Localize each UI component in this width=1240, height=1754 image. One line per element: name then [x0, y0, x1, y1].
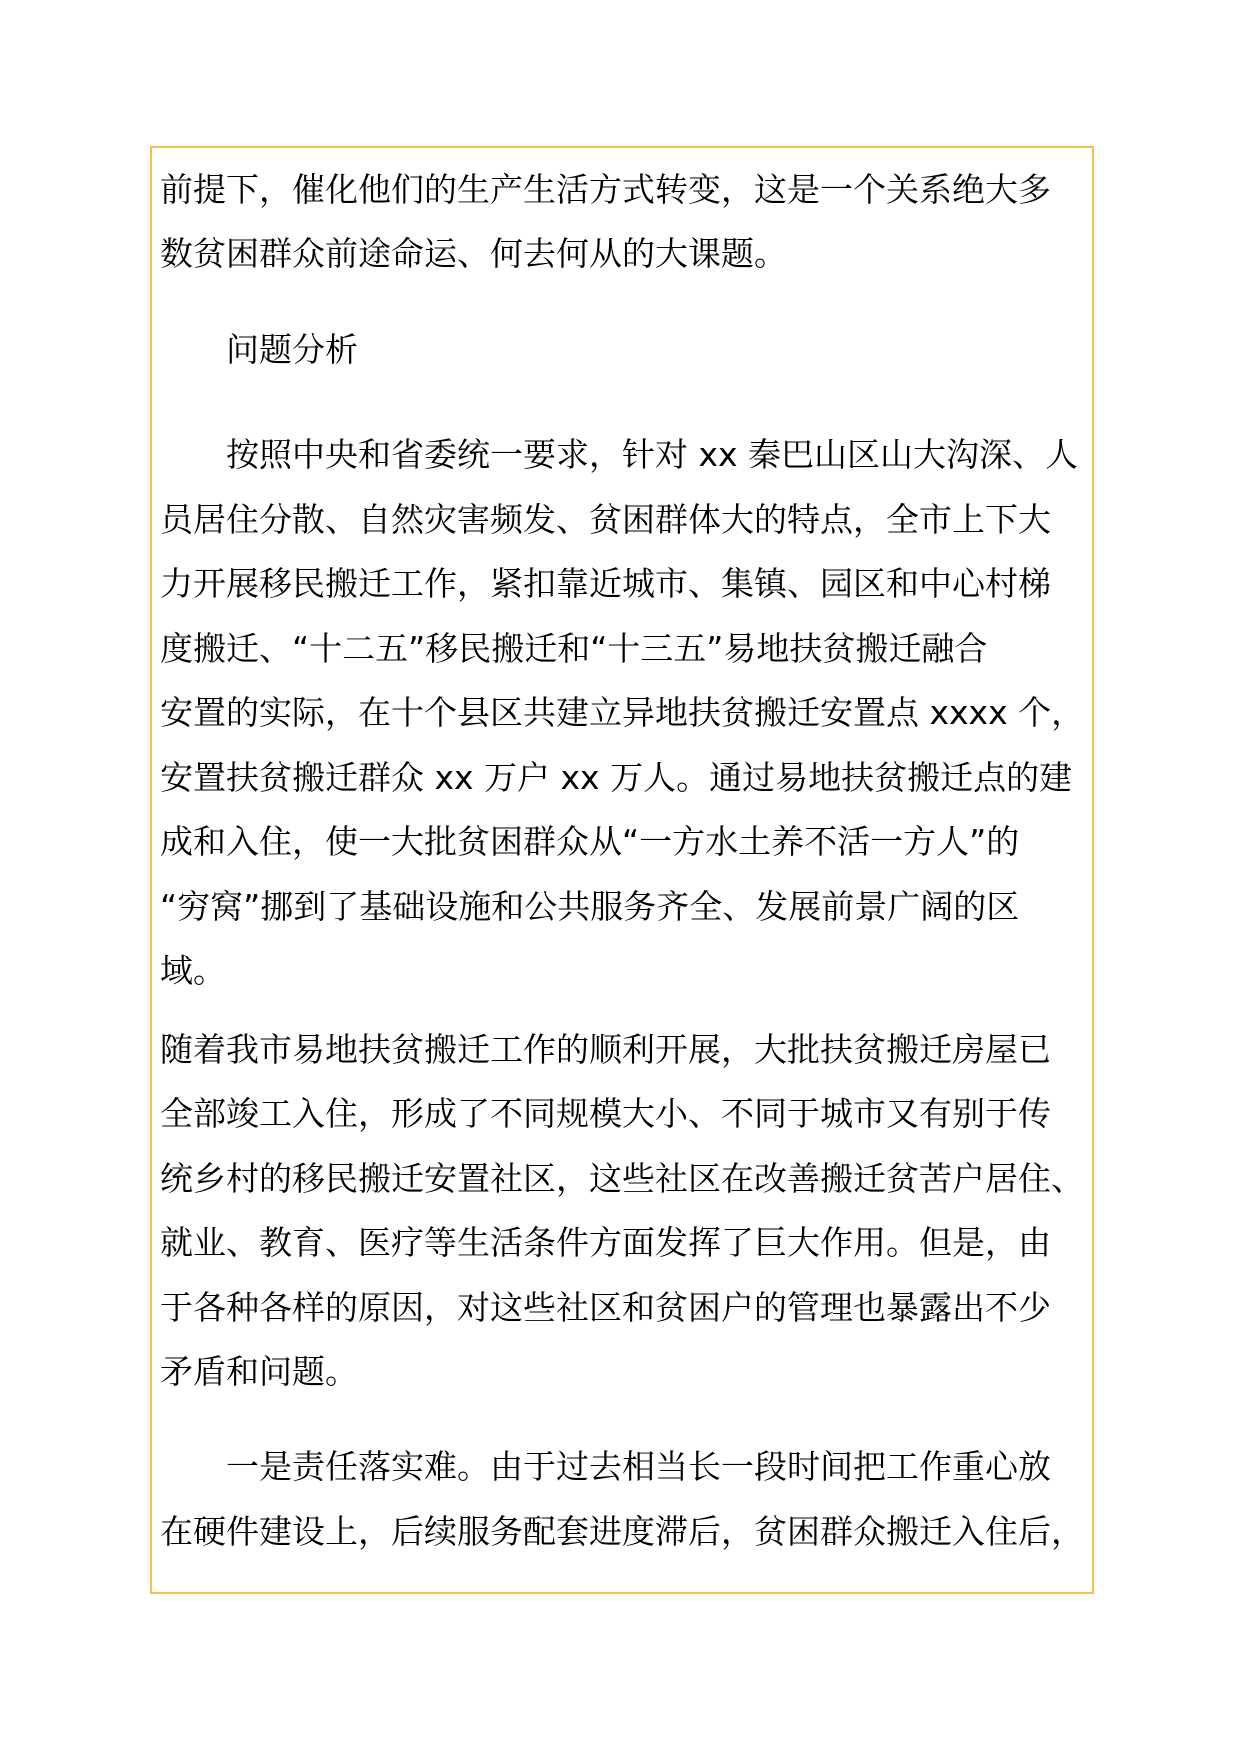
- text-line: 数贫困群众前途命运、何去何从的大课题。: [160, 234, 787, 273]
- text-line: 矛盾和问题。: [160, 1352, 358, 1391]
- text-line: 前提下，催化他们的生产生活方式转变，这是一个关系绝大多: [160, 170, 1051, 209]
- text-line: 成和入住，使一大批贫困群众从“一方水土养不活一方人”的: [160, 822, 1020, 861]
- text-line: “穷窝”挪到了基础设施和公共服务齐全、发展前景广阔的区: [160, 887, 1020, 926]
- text-line: 力开展移民搬迁工作，紧扣靠近城市、集镇、园区和中心村梯: [160, 564, 1051, 603]
- text-line: 一是责任落实难。由于过去相当长一段时间把工作重心放: [226, 1447, 1051, 1486]
- text-line: 安置扶贫搬迁群众 xx 万户 xx 万人。通过易地扶贫搬迁点的建: [160, 758, 1073, 797]
- text-line: 度搬迁、“十二五”移民搬迁和“十三五”易地扶贫搬迁融合: [160, 629, 988, 668]
- text-line: 统乡村的移民搬迁安置社区，这些社区在改善搬迁贫苦户居住、: [160, 1159, 1084, 1198]
- section-heading: 问题分析: [226, 330, 358, 369]
- text-line: 随着我市易地扶贫搬迁工作的顺利开展，大批扶贫搬迁房屋已: [160, 1030, 1051, 1069]
- text-line: 按照中央和省委统一要求，针对 xx 秦巴山区山大沟深、人: [226, 435, 1079, 474]
- text-line: 就业、教育、医疗等生活条件方面发挥了巨大作用。但是，由: [160, 1223, 1051, 1262]
- text-line: 员居住分散、自然灾害频发、贫困群体大的特点，全市上下大: [160, 500, 1051, 539]
- text-line: 于各种各样的原因，对这些社区和贫困户的管理也暴露出不少: [160, 1288, 1051, 1327]
- text-line: 全部竣工入住，形成了不同规模大小、不同于城市又有别于传: [160, 1094, 1051, 1133]
- text-line: 在硬件建设上，后续服务配套进度滞后，贫困群众搬迁入住后，: [160, 1512, 1084, 1551]
- text-line: 域。: [160, 951, 226, 990]
- text-line: 安置的实际，在十个县区共建立异地扶贫搬迁安置点 xxxx 个，: [160, 693, 1085, 732]
